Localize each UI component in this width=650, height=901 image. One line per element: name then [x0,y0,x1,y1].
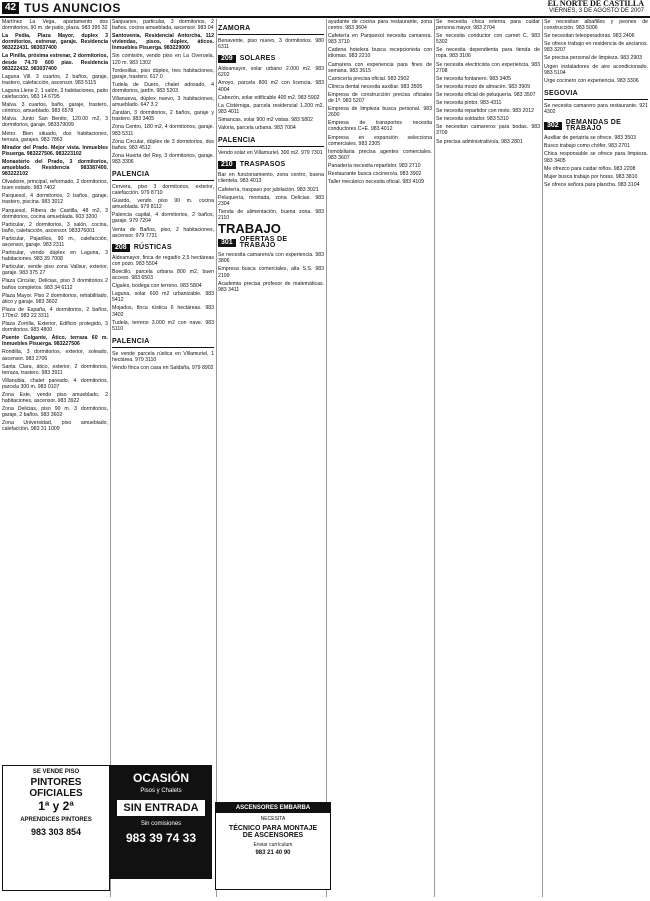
classified-ad: ayudante de cocina para restaurante, zona centro. 983 3604 [328,19,432,32]
classified-ad: Se necesita dependienta para tienda de ropa. 983 3106 [436,47,540,60]
classified-ad: Zona Centro, 180 m2, 4 dormitorios, garaje. 983 5311 [112,124,214,137]
classified-ad: Empresa de transportes necesita conductores C+E. 983 4012 [328,120,432,133]
ad-line: ASCENSORES EMBARBA [216,803,330,813]
classified-ad: Zaratán, 3 dormitorios, 2 baños, garaje y trastero. 983 3405 [112,110,214,123]
classified-ad: Plaza Zorrilla, Exterior, Edificio protegido, 3 dormitorios. 983 4800 [2,321,108,334]
classified-ad: Plaza de España, 4 dormitorios, 2 baños, 170m2. 983 22 3311 [2,306,108,319]
classified-ad: Metro. Bien situado, dos habitaciones, terraza, garajes. 983 7863 [2,130,108,143]
category-heading [218,161,324,169]
classified-ad: Malva. 3 cuartos, baño, garaje, trastero, céntrico, amueblado. 983 6578 [2,102,108,115]
column-divider [326,19,327,897]
classified-ad: Martínez La Vega, apartamento dos dormitorios, 90 m. de patio, plaza. 983 395 32 [2,19,108,32]
classified-ad: Se necesita camarero/a con experiencia. 983 3806 [218,252,324,265]
classified-ad: Tordesillas, piso dúplex, tres habitaciones, garaje, trastero. 617 0 [112,67,214,80]
classified-ad: Se necesita conductor con carnet C. 983 5302 [436,33,540,46]
category-heading: ZAMORA [218,24,324,35]
display-ad-ascensores [215,802,331,890]
display-ad-pintores [2,765,110,891]
classified-ad: Zona Circular, dúplex de 3 dormitorios, dos baños. 983 4512 [112,138,214,151]
category-number: 301 [218,239,236,247]
classified-ad: Plaza Mayor. Piso 2 dormitorios, rehabilitado, ático y garaje. 983 3602 [2,292,108,305]
category-number: 210 [218,161,236,169]
classified-ad: Se necesita soldador. 983 5310 [436,116,509,123]
issue-date: VIERNES, 3 DE AGOSTO DE 2007 [549,8,644,14]
listing-group-3c [218,150,324,156]
classified-ad: Zona Delicias, piso 90 m. 3 dormitorios, garaje, 2 baños. 983 3602 [2,406,108,419]
classified-ad: Se necesitan camareros para bodas. 983 3709 [436,124,540,137]
classified-ad: Santa Clara, ático, exterior, 2 dormitorios, terraza, trastero. 983 3911 [2,363,108,376]
classified-ad: Se necesita chica interna para cuidar persona mayor. 983 2704 [436,19,540,32]
classified-ad: Puente Colgante, Ático, terraza 60 m. Inmuebles Pisuerga. 983227506 [2,335,108,348]
category-heading: PALENCIA [112,170,214,181]
classified-ad: Laguna Vill. 3 cuartos, 2 baños, garaje, trastero, calefacción, ascensor. 983 5115 [2,73,108,86]
listing-group-2b [112,184,214,239]
classified-ad: Taller mecánico necesita oficial. 983 4109 [328,179,425,186]
ad-line: Enviar currículum [253,842,293,848]
listing-group-3b [218,66,324,131]
classified-ad: Rondilla, 3 dormitorios, exterior, soleado, ascensor. 983 2706 [2,349,108,362]
classified-ad: Urgen instaladores de aire acondicionado. 983 5104 [544,63,648,76]
listing-group-1 [2,19,108,433]
classified-ad: Particular, 2 dormitorios, 3 salón, cocina, baño, calefacción, ascensor. 983376001 [2,221,108,234]
classified-ad: Se necesita fontanero. 983 3405 [436,75,511,82]
classified-ad: Sin comisión, vendo piso en La Overuela, 120 m. 983 1302 [112,53,214,66]
listing-group-6c [544,135,648,188]
classified-ad: Se precisa administrativo/a. 983 2801 [436,138,523,145]
classified-ad: Tudela de Duero, chalet adosado, 4 dormitorios, jardín. 983 5203 [112,81,214,94]
classified-ad: Se ofrece señora para plancha. 983 3104 [544,181,640,188]
category-heading: PALENCIA [112,337,214,348]
ad-phone: 983 303 854 [30,827,82,837]
classified-ad: Se vende parcela rústica en Villamuriel, 1 hectárea. 979 3110 [112,350,214,363]
classified-ad: Inmobiliaria precisa agentes comerciales. 983 3607 [328,148,432,161]
classified-ad: Vendo solar en Villamuriel, 300 m2. 979 7301 [218,150,323,157]
classified-ad: Valoria, parcela urbana. 983 7004 [218,125,296,132]
classified-ad: Empresa en expansión selecciona comerciales. 983 2305 [328,134,432,147]
classified-ad: Restaurante busca cocinero/a. 983 3902 [328,170,422,177]
classified-ad: Venta de Baños, piso, 2 habitaciones, ascensor. 979 7731 [112,226,214,239]
classified-ad: Mirador del Prado. Mejor vista. Inmuebles Pisuerga. 983227506. 983223102 [2,144,108,157]
classified-ad: La Cistérniga, parcela residencial 1.200 m2. 983 4011 [218,102,324,115]
classified-ad: Se necesita mozo de almacén. 983 3909 [436,83,531,90]
category-title: OFERTAS DE TRABAJO [239,236,288,250]
classified-ad: Zona Huerta del Rey, 3 dormitorios, garaje. 983 3306 [112,152,214,165]
classified-ad: Clínica dental necesita auxiliar. 983 3505 [328,83,423,90]
classified-ad: Se necesitan teleoperadoras. 983 2406 [544,33,635,40]
classified-ad: Villanubla, chalet pareado, 4 dormitorios, parcela 300 m. 983 0107 [2,377,108,390]
classified-ad: Guardo, vendo piso 90 m. cocina amueblada. 979 8112 [112,198,214,211]
classified-ad: Laguna, solar 600 m2 urbanizable. 983 5412 [112,291,214,304]
listing-group-2a [112,19,214,165]
category-heading [218,237,324,249]
classified-ad: Peluquería, montada, zona Delicias. 983 2304 [218,194,324,207]
classified-ad: Parquesol, Ribera de Castilla, 48 m2, 3 dormitorios, cocina amueblada. 603 3200 [2,207,108,220]
classified-ad: Villanueva, dúplex nuevo, 3 habitaciones, amueblado. 647 3 2 [112,96,214,109]
section-heading-trabajo: TRABAJO [218,220,281,236]
listing-group-3a [218,38,324,50]
classified-ad: Auxiliar de geriatría se ofrece. 983 3503 [544,135,636,142]
column-divider [542,19,543,897]
classified-ad: Particular, vendo dúplex en Laguna, 3 habitaciones. 983 39 7008 [2,250,108,263]
classified-ad: Zona Universidad, piso amueblado, calefacción. 983 31 1009 [2,420,108,433]
listing-group-6b [544,103,648,115]
ad-line: PINTORES OFICIALES [29,777,83,799]
classified-ad: Olvadoire, principal, reformado, 2 dormitorios, buen estado. 983 7402 [2,179,108,192]
classified-ad: Simancas, solar 900 m2 vistas. 983 5802 [218,116,313,123]
classified-ad: La Pedia, Plaza Mayor, duplex 3 dormitorios, estrenar, garaje. Residencia 983222431. 983037400 [2,33,108,52]
category-number: 209 [218,55,236,63]
classified-ad: Carnicería precisa oficial. 983 2902 [328,75,410,82]
classified-ad: Aldeamayor, finca de regadío 2,5 hectáreas con pozo. 983 5504 [112,254,214,267]
classified-ad: Academia precisa profesor de matemáticas. 983 3411 [218,280,324,293]
category-title: SOLARES [239,55,276,63]
ad-line: NECESITA [260,816,286,822]
classified-ad: Particular, vende piso zona Vallsur, exterior, garaje. 983 375 27 [2,264,108,277]
column-3 [218,19,324,899]
classified-ad: Se necesita oficial de peluquería. 983 3507 [436,91,536,98]
listing-group-3e [218,252,324,293]
ad-line: APRENDICES PINTORES [20,817,92,823]
classified-ad: Sanjuanes, particular, 3 dormitorios, 2 baños, cocina amueblada, ascensor. 983 04 [112,19,214,32]
category-title: TRASPASOS [239,161,286,169]
column-divider [216,19,217,897]
classified-ad: Se ofrece trabajo en residencia de ancianos. 983 3207 [544,41,648,54]
ad-line: SIN ENTRADA [117,800,205,816]
ad-line: Sin comisiones [140,821,182,827]
listing-group-5 [436,19,540,145]
classified-ad: Aldeamayor, solar urbano 2.000 m2. 983 6202 [218,66,324,79]
column-4 [328,19,432,899]
classified-ad: Urge cocinero con experiencia. 983 3306 [544,77,639,84]
classified-ad: Benavente, piso nuevo, 3 dormitorios. 980 6311 [218,38,324,51]
listing-group-3d [218,172,324,221]
classified-ad: Santovenia, Residencial Antorcha, 112 viviendas, pisos, dúplex, áticos. Inmuebles Pisuerga. 983229000 [112,33,214,52]
classified-ad: Parquesol, 4 dormitorios, 2 baños, garaje, trastero, piscina. 983 3012 [2,193,108,206]
category-heading [544,120,648,132]
classified-ad: Empresa de construcción precisa oficiales de 1ª. 983 5207 [328,91,432,105]
classified-ad: Panadería necesita repartidor. 983 2710 [328,162,421,169]
category-number: 208 [112,244,130,252]
ad-line: DE ASCENSORES [242,832,304,839]
classified-ad: Malva. Junto San Benito, 120.00 m2, 3 dormitorios, garaje. 983379099 [2,116,108,129]
classified-ad: Se necesitan albañiles y peones de construcción. 983 5006 [544,19,648,32]
category-title: DEMANDAS DE TRABAJO [565,119,622,133]
classified-ad: Cadena hotelera busca recepcionista con idiomas. 983 2210 [328,47,432,60]
classified-ad: Arroyo, parcela 800 m2 con licencia. 983 4004 [218,80,324,93]
classified-ad: Particular, Pajarillos, 90 m., calefacción, ascensor, garaje. 983 2311 [2,235,108,248]
classified-ad: Tudela, terreno 3.000 m2 con nave. 983 5110 [112,319,214,332]
classified-ad: Cafetería en Parquesol necesita camarera. 983 3710 [328,33,432,46]
classified-ad: Plaza Circular, Delicias, piso 3 dormitorios 2 baños completos. 983 34 6112 [2,278,108,291]
classified-ad: Zona Este, vendo piso amueblado, 2 habitaciones, ascensor. 983 3922 [2,391,108,405]
classified-ad: Cigales, bodega con terreno. 983 5804 [112,283,202,290]
classified-ad: Chica responsable se ofrece para limpieza. 983 3405 [544,151,648,164]
ad-line: OCASIÓN [132,771,189,785]
classified-ad: Se necesita repartidor con moto. 983 2012 [436,108,535,115]
page-header [0,0,650,18]
ad-line: SE VENDE PISO [32,769,80,775]
classified-ad: Busco trabajo como chófer. 983 2701 [544,143,630,150]
classified-ad: Se necesita pintor. 983 4311 [436,100,502,107]
section-title: TUS ANUNCIOS [24,1,121,15]
classified-ad: Monasterio del Prado, 3 dormitorios, amueblado. Residencia 983387400. 983222102 [2,158,108,178]
classified-ad: Empresa busca comerciales, alta S.S. 983 2109 [218,266,324,279]
column-6 [544,19,648,899]
category-heading: PALENCIA [218,136,324,147]
newspaper-name: EL NORTE DE CASTILLA [547,0,644,8]
listing-group-4 [328,19,432,185]
classified-ad: La Pinilla, próxima estrenar, 2 dormitorios, desde 74.70 600 pias. Residencia 983222432. 983037400 [2,53,108,72]
listing-group-6a [544,19,648,84]
classified-ad: Cabezón, solar edificable 400 m2. 983 5902 [218,94,320,101]
classified-ad: Cervera, piso 3 dormitorios, exterior, calefacción. 979 8710 [112,183,214,197]
classified-ad: Se necesita camarero para restaurante. 921 4302 [544,102,648,115]
display-ad-ocasion [110,765,212,879]
classified-ad: Empresa de limpieza busca personal. 983 2600 [328,106,432,119]
classified-ad: Me ofrezco para cuidar niños. 983 2208 [544,165,636,172]
classified-ad: Palencia capital, 4 dormitorios, 2 baños, garaje. 979 7204 [112,212,214,225]
classified-ad: Vendo finca con casa en Saldaña, 979 8902 [112,365,214,372]
category-number: 302 [544,122,562,130]
column-5 [436,19,540,899]
category-title: RÚSTICAS [133,243,172,251]
classified-ad: Bar en funcionamiento, zona centro, buena clientela. 983 4013 [218,172,324,185]
classified-ad: Mujer busca trabajo por horas. 983 3810 [544,173,638,180]
listing-group-2d [112,351,214,371]
classified-ad: Mojados, finca rústica 6 hectáreas. 983 3402 [112,305,214,318]
ad-line: 1ª y 2ª [38,799,74,813]
column-divider [434,19,435,897]
classified-ad: Se precisa personal de limpieza. 983 2903 [544,55,643,62]
page-number: 42 [2,2,19,14]
classified-ad: Se necesita electricista con experiencia. 983 2708 [436,61,540,74]
classified-ad: Cafetería, traspaso por jubilación. 983 3021 [218,186,319,193]
ad-phone: 983 21 40 90 [255,850,291,856]
category-heading: SEGOVIA [544,89,648,100]
ad-phone: 983 39 74 33 [125,831,197,845]
classified-ad: Camarera con experiencia para fines de semana. 983 3615 [328,61,432,74]
category-heading [112,244,214,252]
category-heading [218,55,324,63]
classified-ad: Boecillo, parcela urbana 800 m2, buen acceso. 983 6503 [112,269,214,282]
ad-line: TÉCNICO PARA MONTAJE [228,825,318,832]
classified-ad: Tienda de alimentación, buena zona. 983 2110 [218,208,324,221]
ad-line: Pisos y Chalets [140,788,182,794]
classified-ad: Laguna Llene 2, 1 salón, 3 habitaciones, patio calefacción, 983 14 6795 [2,87,108,101]
listing-group-2c [112,255,214,332]
